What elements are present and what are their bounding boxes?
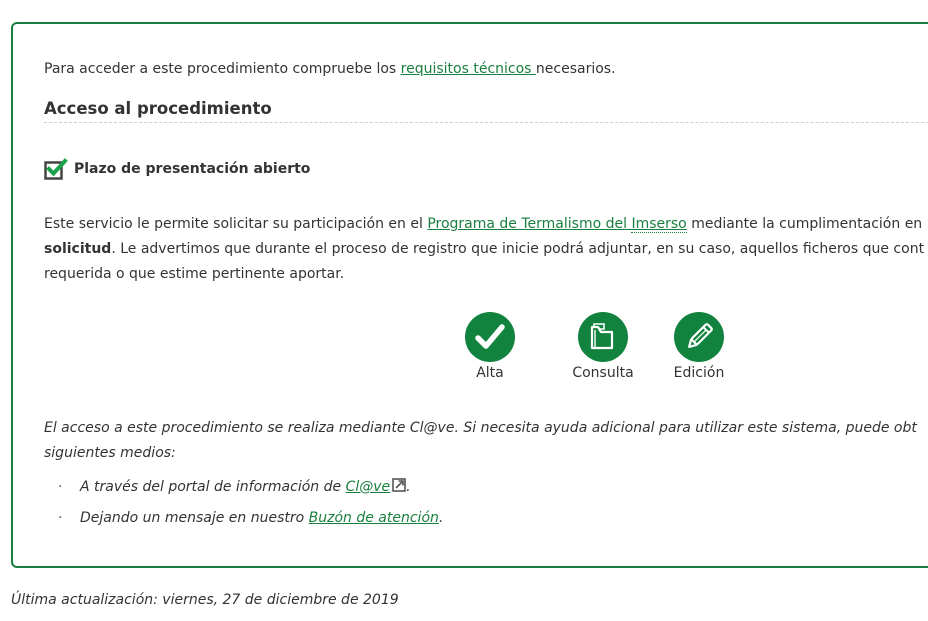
technical-requirements-notice: [44, 61, 616, 77]
submission-period-status: [44, 158, 310, 180]
service-description: [44, 212, 928, 287]
edicion-button[interactable]: [651, 312, 747, 381]
bullet: ·: [58, 479, 63, 495]
list-item-text: A través del portal de información de: [80, 479, 346, 495]
termalismo-program-link[interactable]: [427, 216, 686, 233]
list-item: [58, 472, 928, 503]
buzon-atencion-link[interactable]: Buzón de atención: [308, 510, 439, 526]
list-item-text: .: [406, 479, 411, 495]
edicion-label: Edición: [673, 365, 725, 381]
help-channels-list: [44, 472, 928, 534]
section-title: Acceso al procedimiento: [44, 99, 928, 123]
imserso-abbr: Imserso: [631, 216, 687, 232]
external-link-icon: [392, 478, 406, 492]
desc-text: mediante la cumplimentación en: [686, 216, 923, 232]
help-text: El acceso a este procedimiento se realiza mediante Cl@ve. Si necesita ayuda adicional para utilizar este sistema, puede obt: [44, 420, 917, 436]
check-icon: [465, 312, 515, 362]
alta-button[interactable]: [465, 312, 515, 381]
checkbox-checked-icon: [44, 158, 68, 180]
technical-requirements-link[interactable]: requisitos técnicos: [400, 61, 536, 77]
desc-bold: solicitud: [44, 241, 112, 257]
list-item-text: Dejando un mensaje en nuestro: [80, 510, 309, 526]
clave-portal-link[interactable]: Cl@ve: [345, 479, 391, 495]
bullet: ·: [58, 510, 63, 526]
action-buttons: [465, 312, 747, 381]
clave-help-section: [44, 416, 928, 534]
desc-text: Este servicio le permite solicitar su participación en el: [44, 216, 428, 232]
pencil-icon: [674, 312, 724, 362]
status-label: Plazo de presentación abierto: [74, 161, 311, 177]
list-item-text: .: [438, 510, 444, 526]
desc-text: requerida o que estime pertinente aportar.: [44, 266, 345, 282]
consulta-label: Consulta: [572, 365, 634, 381]
consulta-button[interactable]: [555, 312, 651, 381]
help-text: siguientes medios:: [44, 445, 176, 461]
program-link-text: Programa de Termalismo del: [427, 216, 632, 232]
intro-text: Para acceder a este procedimiento compruebe los: [44, 61, 401, 77]
alta-label: Alta: [476, 365, 504, 381]
intro-suffix: necesarios.: [535, 61, 616, 77]
last-updated: Última actualización: viernes, 27 de diciembre de 2019: [11, 592, 399, 608]
folder-icon: [578, 312, 628, 362]
list-item: [58, 503, 928, 534]
desc-text: . Le advertimos que durante el proceso de registro que inicie podrá adjuntar, en su caso, aquellos ficheros que cont: [111, 241, 925, 257]
